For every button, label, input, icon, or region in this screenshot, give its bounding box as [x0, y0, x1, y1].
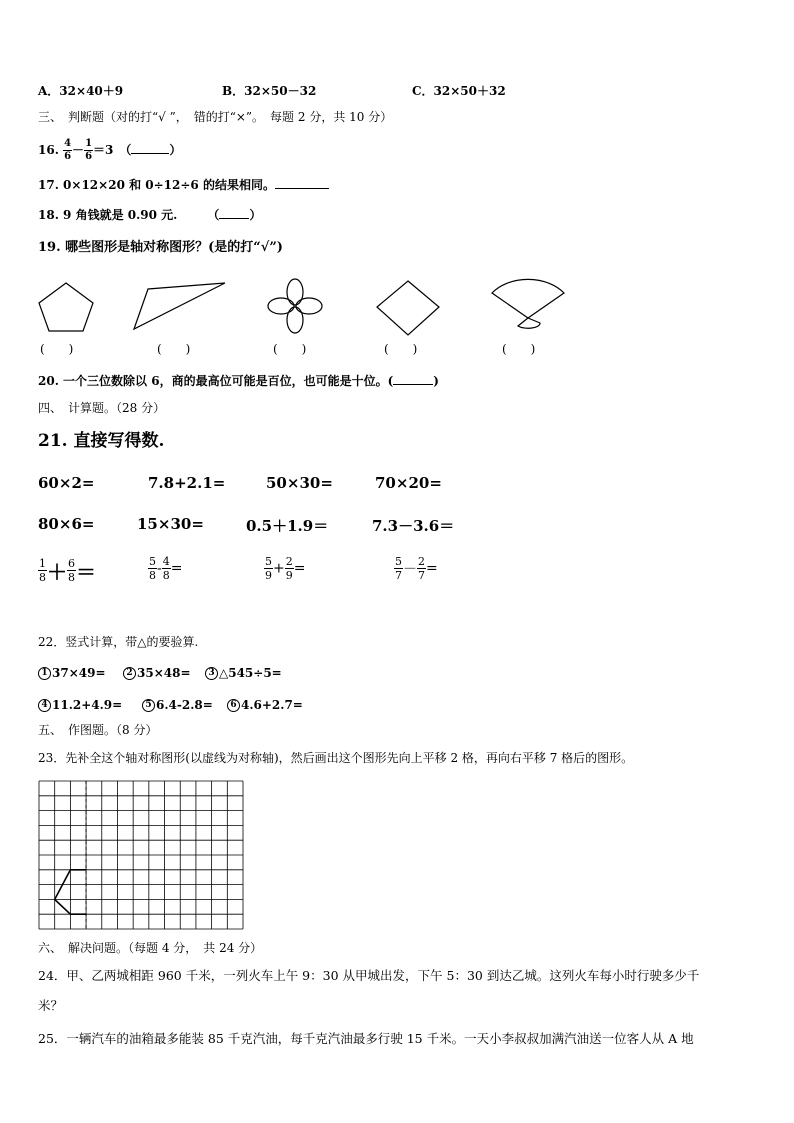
question-17 [38, 177, 329, 193]
calc-60x2: 60×2= [38, 474, 95, 492]
q18-answer-blank[interactable] [219, 218, 249, 219]
q16-f1-numerator: 4 [64, 138, 72, 149]
circled-number-5: 5 [142, 699, 155, 712]
frac-d-2-den: 7 [418, 569, 425, 582]
frac-c-1-num: 5 [265, 555, 272, 568]
question-22: 22．竖式计算，带△的要验算. [38, 635, 199, 649]
section-3-heading: 三、 判断题（对的打“√ ”， 错的打“×”。 每题 2 分，共 10 分） [38, 110, 393, 124]
q20-close: ) [433, 374, 439, 388]
section-5-heading: 五、 作图题。（8 分） [38, 723, 158, 737]
frac-a-2-den: 8 [68, 571, 75, 584]
frac-a-2-num: 6 [68, 557, 75, 570]
frac-b-2-den: 8 [162, 569, 170, 582]
q22-item-1-text: 37×49= [52, 666, 106, 680]
q22-item-5 [142, 697, 213, 713]
q22-item-6 [227, 697, 303, 713]
frac-b-1-den: 8 [149, 569, 156, 582]
frac-c-2-num: 2 [285, 555, 293, 568]
circled-number-3: 3 [205, 667, 218, 680]
calc-50x30: 50×30= [266, 474, 333, 492]
calc-70x20: 70×20= [375, 474, 442, 492]
fraction-calc-a [38, 556, 96, 585]
q19-answer-3[interactable]: ( ) [273, 342, 307, 356]
q16-answer-blank[interactable] [131, 153, 169, 154]
q17-text: 17. 0×12×20 和 0÷12÷6 的结果相同。 [38, 178, 275, 192]
q19-answer-4[interactable]: ( ) [384, 342, 418, 356]
frac-b-2 [162, 556, 171, 581]
calc-7.8+2.1: 7.8+2.1= [148, 474, 226, 492]
frac-a-1-den: 8 [39, 571, 46, 584]
right-triangle-shape [134, 283, 225, 329]
question-21: 21. 直接写得数. [38, 431, 165, 451]
frac-c-1-den: 9 [265, 569, 272, 582]
circled-number-2: 2 [123, 667, 136, 680]
frac-c-1 [264, 556, 273, 581]
q22-item-4 [38, 697, 122, 713]
frac-d-2 [417, 556, 426, 581]
calc-7.3-3.6: 7.3－3.6＝ [372, 517, 455, 535]
calc-80x6: 80×6= [38, 515, 95, 533]
circled-number-1: 1 [38, 667, 51, 680]
frac-a-2 [67, 558, 76, 583]
q16-f1-denominator: 6 [64, 151, 72, 162]
section-4-heading: 四、 计算题。（28 分） [38, 401, 166, 415]
question-19: 19. 哪些图形是轴对称图形？(是的打“√”) [38, 240, 283, 255]
q16-number: 16. [38, 143, 59, 157]
q22-item-2-text: 35×48= [137, 666, 191, 680]
calc-15x30: 15×30= [137, 515, 204, 533]
frac-d-1 [394, 556, 403, 581]
q18-close: ） [249, 208, 262, 222]
circled-number-6: 6 [227, 699, 240, 712]
question-24-line-1: 24．甲、乙两城相距 960 千米，一列火车上午 9：30 从甲城出发，下午 5：30 到达乙城。这列火车每小时行驶多少千 [38, 968, 700, 983]
frac-d-1-num: 5 [395, 555, 402, 568]
q22-item-2 [123, 665, 191, 681]
question-20 [38, 373, 439, 389]
q16-fraction-1 [63, 139, 72, 162]
q20-answer-blank[interactable] [393, 384, 433, 385]
q22-item-4-text: 11.2+4.9= [52, 698, 123, 712]
q22-item-5-text: 6.4-2.8= [156, 698, 213, 712]
q22-item-3-text: △545÷5= [219, 666, 282, 680]
fraction-calc-b [148, 556, 182, 581]
frac-a-1 [38, 558, 47, 583]
frac-c-2-den: 9 [285, 569, 293, 582]
q16-minus: － [72, 143, 85, 157]
question-23: 23．先补全这个轴对称图形(以虚线为对称轴)，然后画出这个图形先向上平移 2 格，再向右平移 7 格后的图形。 [38, 751, 634, 765]
frac-a-1-num: 1 [39, 557, 46, 570]
q16-close: ） [169, 143, 182, 157]
pentagon-shape [39, 283, 93, 331]
frac-d-op: － [403, 561, 417, 578]
question-16 [38, 137, 181, 163]
q17-answer-blank[interactable] [275, 188, 329, 189]
q15-option-b: B．32×50－32 [222, 84, 317, 98]
frac-b-2-num: 4 [162, 555, 170, 568]
circled-number-4: 4 [38, 699, 51, 712]
q22-item-3 [205, 665, 282, 681]
q15-option-c: C．32×50＋32 [412, 84, 506, 98]
fraction-calc-c [264, 556, 305, 581]
frac-d-2-num: 2 [418, 555, 425, 568]
four-leaf-clover-shape [268, 279, 322, 333]
q15-option-a: A．32×40＋9 [38, 84, 124, 98]
drawing-grid[interactable] [38, 780, 244, 930]
frac-b-eq: = [170, 560, 183, 577]
frac-c-op: + [273, 560, 285, 577]
calc-0.5+1.9: 0.5＋1.9＝ [246, 517, 329, 535]
question-24-line-2: 米？ [38, 998, 64, 1013]
section-6-heading: 六、 解决问题。（每题 4 分， 共 24 分） [38, 941, 263, 955]
frac-d-1-den: 7 [395, 569, 402, 582]
q20-text: 20. 一个三位数除以 6，商的最高位可能是百位，也可能是十位。( [38, 374, 394, 388]
frac-c-2 [285, 556, 294, 581]
question-18 [38, 207, 261, 223]
q19-answer-1[interactable]: ( ) [40, 342, 74, 356]
q16-fraction-2 [84, 139, 93, 162]
q19-answer-2[interactable]: ( ) [157, 342, 191, 356]
frac-a-op: ＋ [47, 560, 67, 584]
q18-text: 18. 9 角钱就是 0.90 元. （ [38, 208, 220, 222]
frac-a-eq: ＝ [76, 560, 96, 584]
frac-d-eq: = [426, 560, 438, 577]
frac-b-1-num: 5 [149, 555, 156, 568]
question-25: 25．一辆汽车的油箱最多能装 85 千克汽油，每千克汽油最多行驶 15 千米。一天小李叔叔加满汽油送一位客人从 A 地 [38, 1031, 694, 1046]
fan-shape [492, 279, 564, 328]
frac-b-op: - [157, 560, 162, 577]
q19-answer-5[interactable]: ( ) [502, 342, 536, 356]
q22-item-1 [38, 665, 106, 681]
frac-c-eq: = [293, 560, 306, 577]
frac-b-1 [148, 556, 157, 581]
diamond-square-shape [377, 281, 439, 335]
fraction-calc-d [394, 556, 438, 581]
q16-f2-numerator: 1 [85, 138, 93, 149]
q16-rest: ＝3 （ [93, 143, 132, 157]
q16-f2-denominator: 6 [85, 151, 93, 162]
q22-item-6-text: 4.6+2.7= [241, 698, 303, 712]
